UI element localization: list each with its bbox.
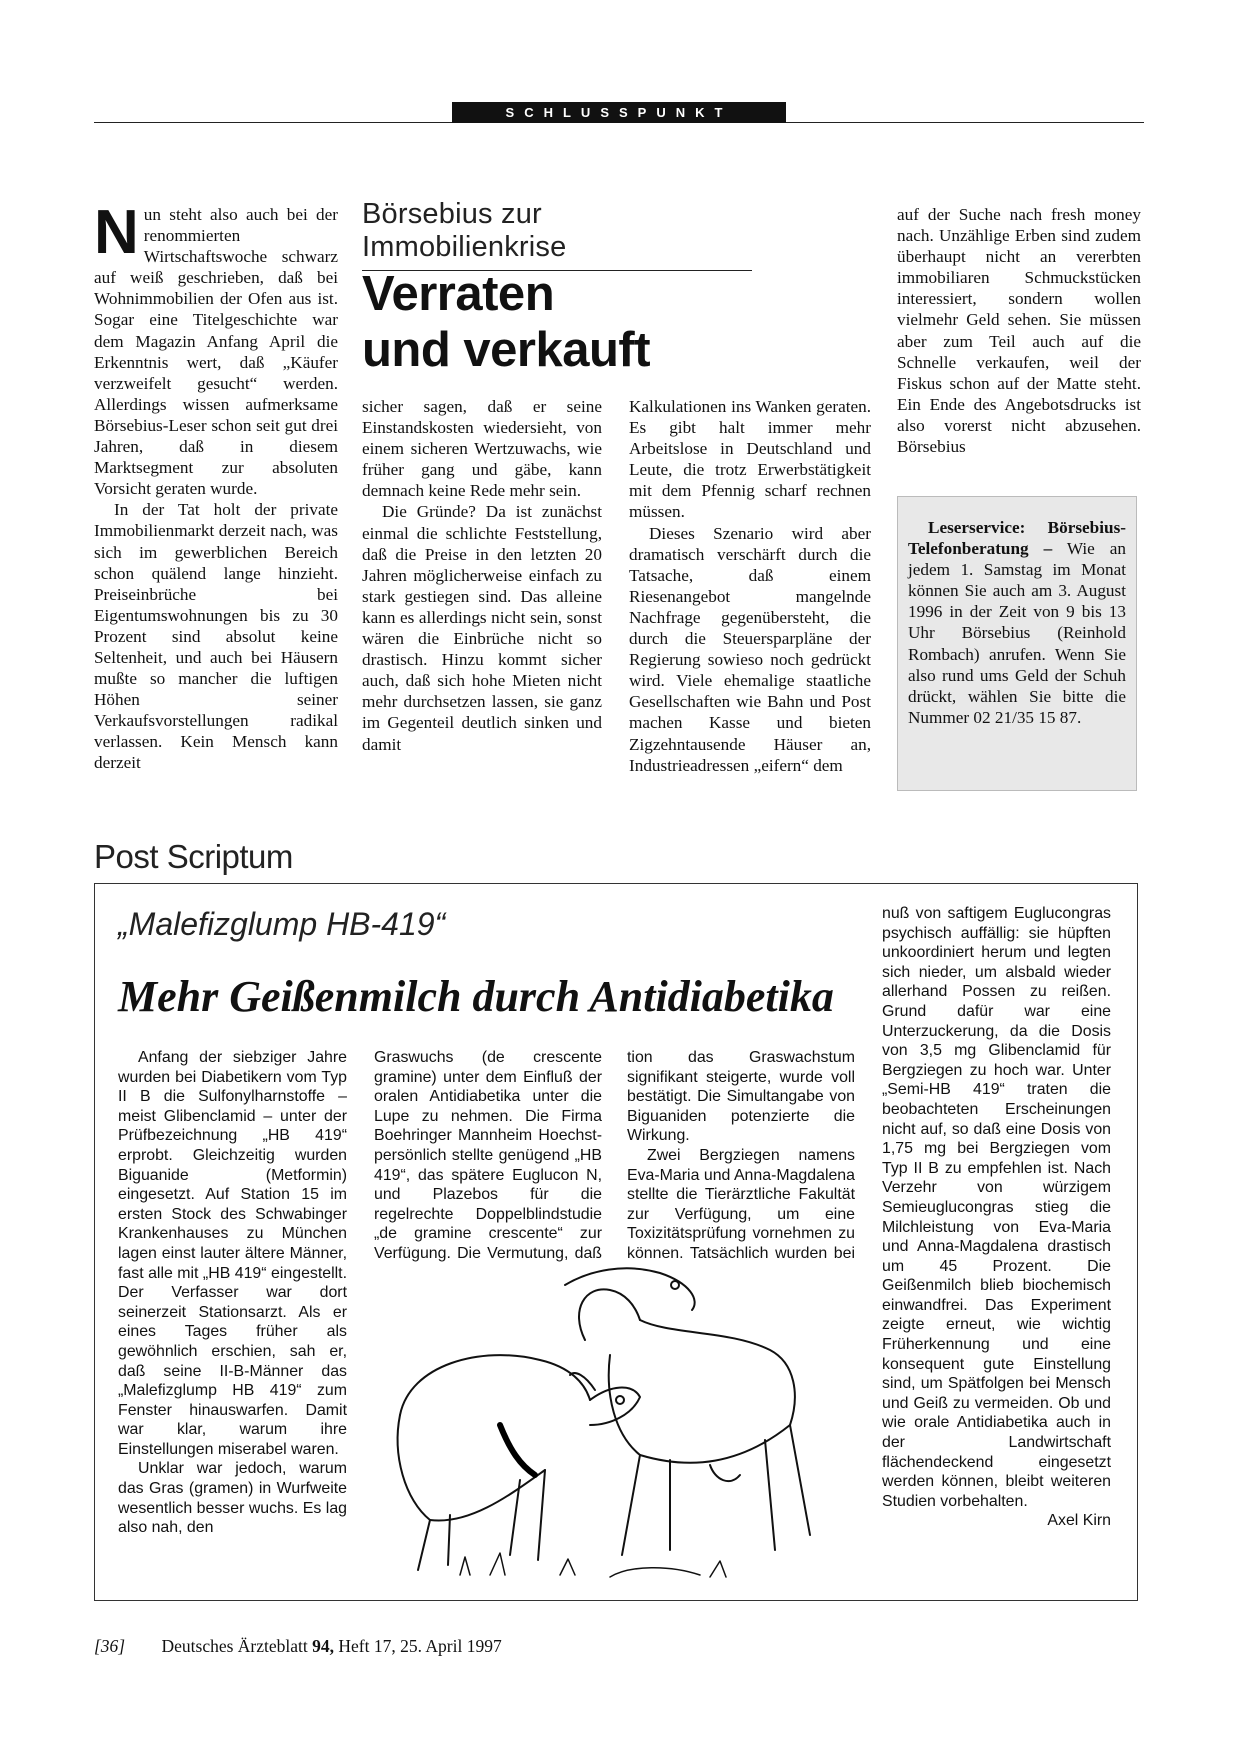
service-title: Leserservice: Börsebius-Telefonberatung – bbox=[908, 518, 1126, 559]
journal-name: Deutsches Ärzteblatt bbox=[161, 1636, 308, 1656]
article-kicker: Börsebius zur Immobilienkrise bbox=[362, 198, 752, 271]
article-column-3 bbox=[629, 396, 871, 776]
paragraph: Unklar war jedoch, warum das Gras (gramen) in Wurfweite wesentlich besser wuchs. Es lag also nah, den bbox=[118, 1460, 347, 1537]
paragraph: Kalkulationen ins Wanken geraten. Es gibt halt immer mehr Arbeitslose in Deutschland und Leute, die trotz Erwerbstätigkeit mit dem Pfennig scharf rechnen müssen. bbox=[629, 397, 871, 522]
service-paragraph bbox=[908, 517, 1126, 728]
postscriptum-column-1 bbox=[118, 1048, 347, 1538]
article-column-1 bbox=[94, 198, 338, 774]
paragraph: Die Gründe? Da ist zunächst einmal die schlichte Feststellung, daß die Preise in den letzten 20 Jahren möglicherweise einfach zu stark gestiegen sind. Das alleine kann es allerdings nicht sein, sonst wären die Einbrüche nicht so drastisch. Hinzu kommt sicher auch, daß sich hohe Mieten nicht mehr durchsetzen lassen, sie ganz im Gegenteil deutlich sinken und damit bbox=[362, 502, 602, 754]
paragraph: Nun steht also auch bei der renommierten Wirtschaftswoche schwarz auf weiß geschrieben, daß bei Wohnimmobilien der Ofen aus ist. Sogar eine Titelgeschichte war dem Magazin Anfang April die Erkenntnis wert, daß „Käufer verzweifelt gesucht“ werden. Allerdings wissen aufmerksame Börsebius-Leser schon seit gut drei Jahren, daß in diesem Marktsegment zur absoluten Vorsicht geraten wurde. bbox=[94, 198, 338, 499]
postscriptum-column-2 bbox=[374, 1048, 602, 1283]
journal-issue: Heft 17, 25. April 1997 bbox=[338, 1636, 502, 1656]
article-headline bbox=[362, 266, 802, 378]
author-signature: Axel Kirn bbox=[1047, 1512, 1111, 1530]
postscriptum-column-4 bbox=[882, 904, 1111, 1531]
paragraph: sicher sagen, daß er seine Einstandskosten wiedersieht, von einem sicheren Wertzuwachs, wie früher gang und gäbe, kann demnach keine Rede mehr sein. bbox=[362, 397, 602, 501]
article-column-2 bbox=[362, 396, 602, 755]
postscriptum-kicker: „Malefizglump HB-419“ bbox=[118, 906, 446, 942]
paragraph: nuß von saftigem Euglucongras psychisch auffällig: sie hüpften unkoordiniert herum und legten sich nieder, um alsbald wieder allerhand Possen zu reißen. Grund dafür war eine Unterzuckerung, da die Dosis von 3,5 mg Glibenclamid für Bergziegen zu hoch war. Unter „Semi-HB 419“ traten die beobachteten Erscheinungen nicht auf, so daß eine Dosis von 1,75 mg bei Bergziegen vom Typ II B zu empfehlen ist. Nach Verzehr von würzigem Semieuglucongras stieg die Milchleistung von Eva-Maria und Anna-Magdalena drastisch um 45 Prozent. Die Geißenmilch blieb biochemisch einwandfrei. Das Experiment zeigte erneut, wie wichtig Früherkennung und eine konsequent gute Einstellung sind, um Spätfolgen bei Mensch und Geiß zu vermeiden. Ob und wie orale Antidiabetika auch in der Landwirtschaft flächendeckend eingesetzt werden können, bleibt weiteren Studien vorbehalten. bbox=[882, 905, 1111, 1510]
paragraph: Graswuchs (de crescente gramine) unter dem Einfluß der oralen Antidiabetika unter die Lupe zu nehmen. Die Firma Boehringer Mannheim Hoechst-persönlich stellte genügend „HB 419“, das spätere Euglucon N, und Plazebos für die regelrechte Doppelblindstudie „de gramine crescente“ zur Verfügung. Die Vermutung, daß eine „HB 419“-Applika- bbox=[374, 1049, 602, 1282]
headline-line: Verraten bbox=[362, 267, 555, 321]
goats-illustration bbox=[370, 1265, 850, 1585]
page-footer bbox=[94, 1636, 502, 1657]
article-column-4 bbox=[897, 204, 1141, 457]
paragraph: In der Tat holt der private Immobilienmarkt derzeit nach, was sich im gewerblichen Bereich schon quälend lange hinzieht. Preiseinbrüche bei Eigentumswohnungen bis zu 30 Prozent sind absolut keine Seltenheit, und auch bei Häusern mußte so mancher die luftigen Höhen seiner Verkaufsvorstellungen radikal verlassen. Kein Mensch kann derzeit bbox=[94, 500, 338, 773]
section-label: SCHLUSSPUNKT bbox=[452, 102, 786, 123]
reader-service-box bbox=[897, 496, 1137, 791]
goat-right-neck bbox=[579, 1289, 640, 1340]
goat-left-back bbox=[400, 1355, 590, 1415]
paragraph: tion das Graswachstum signifikant steigerte, wurde voll bestätigt. Die Simultangabe von Biguaniden potenzierte die Wirkung. bbox=[627, 1049, 855, 1145]
postscriptum-column-3 bbox=[627, 1048, 855, 1283]
service-text: Wie an jedem 1. Samstag im Monat können Sie auch am 3. August 1996 in der Zeit von 9 bis 13 Uhr Börsebius (Reinhold Rombach) anrufen. Wenn Sie also rund ums Geld der Schuh drückt, wählen Sie bitte die Nummer 02 21/35 15 87. bbox=[908, 539, 1126, 727]
paragraph: auf der Suche nach fresh money nach. Unzählige Erben sind zudem überhaupt nicht an vererbten immobiliaren Schmuckstücken interessiert, sondern wollen vielmehr Geld sehen. Sie müssen aber zum Teil auch auf die Schnelle verkaufen, weil der Fiskus schon auf der Matte steht. Ein Ende des Angebotsdrucks ist also vorerst nicht abzusehen. Börsebius bbox=[897, 205, 1141, 457]
paragraph: Zwei Bergziegen namens Eva-Maria und Anna-Magdalena stellte die Tierärztliche Fakultät zur Verfügung, um eine Toxizitätsprüfung vornehmen zu können. Tatsächlich wurden bei de Ziegen nach dem Ge- bbox=[627, 1146, 855, 1282]
paragraph: Dieses Szenario wird aber dramatisch verschärft durch die Tatsache, daß einem Riesenangebot mangelnde Nachfrage gegenübersteht, die durch die Steuersparpläne der Regierung sowieso noch gedrückt wird. Viele ehemalige staatliche Gesellschaften wie Bahn und Post machen Kasse und bieten Zigzehntausende Häuser an, Industrieadressen „eifern“ dem bbox=[629, 523, 871, 775]
page-number: [36] bbox=[94, 1636, 126, 1656]
headline-line: und verkauft bbox=[362, 323, 651, 377]
journal-volume: 94, bbox=[312, 1636, 335, 1656]
postscriptum-headline: Mehr Geißenmilch durch Antidiabetika bbox=[118, 972, 834, 1021]
paragraph: Anfang der siebziger Jahre wurden bei Diabetikern vom Typ II B die Sulfonylharnstoffe – meist Glibenclamid – unter der Prüfbezeichnung „HB 419“ erprobt. Gleichzeitig wurden Biguanide (Metformin) eingesetzt. Auf Station 15 im ersten Stock des Schwabinger Krankenhauses zu München lagen einst lauter ältere Männer, fast alle mit „HB 419“ eingestellt. Der Verfasser war dort seinerzeit Stationsarzt. Als er eines Tages früher als gewöhnlich erschien, sah er, daß seine II-B-Männer das „Malefizglump HB 419“ zum Fenster hinauswarfen. Damit war klar, warum ihre Einstellungen miserabel waren. bbox=[118, 1049, 347, 1458]
drop-cap: N bbox=[94, 198, 139, 267]
postscriptum-label: Post Scriptum bbox=[94, 838, 293, 875]
